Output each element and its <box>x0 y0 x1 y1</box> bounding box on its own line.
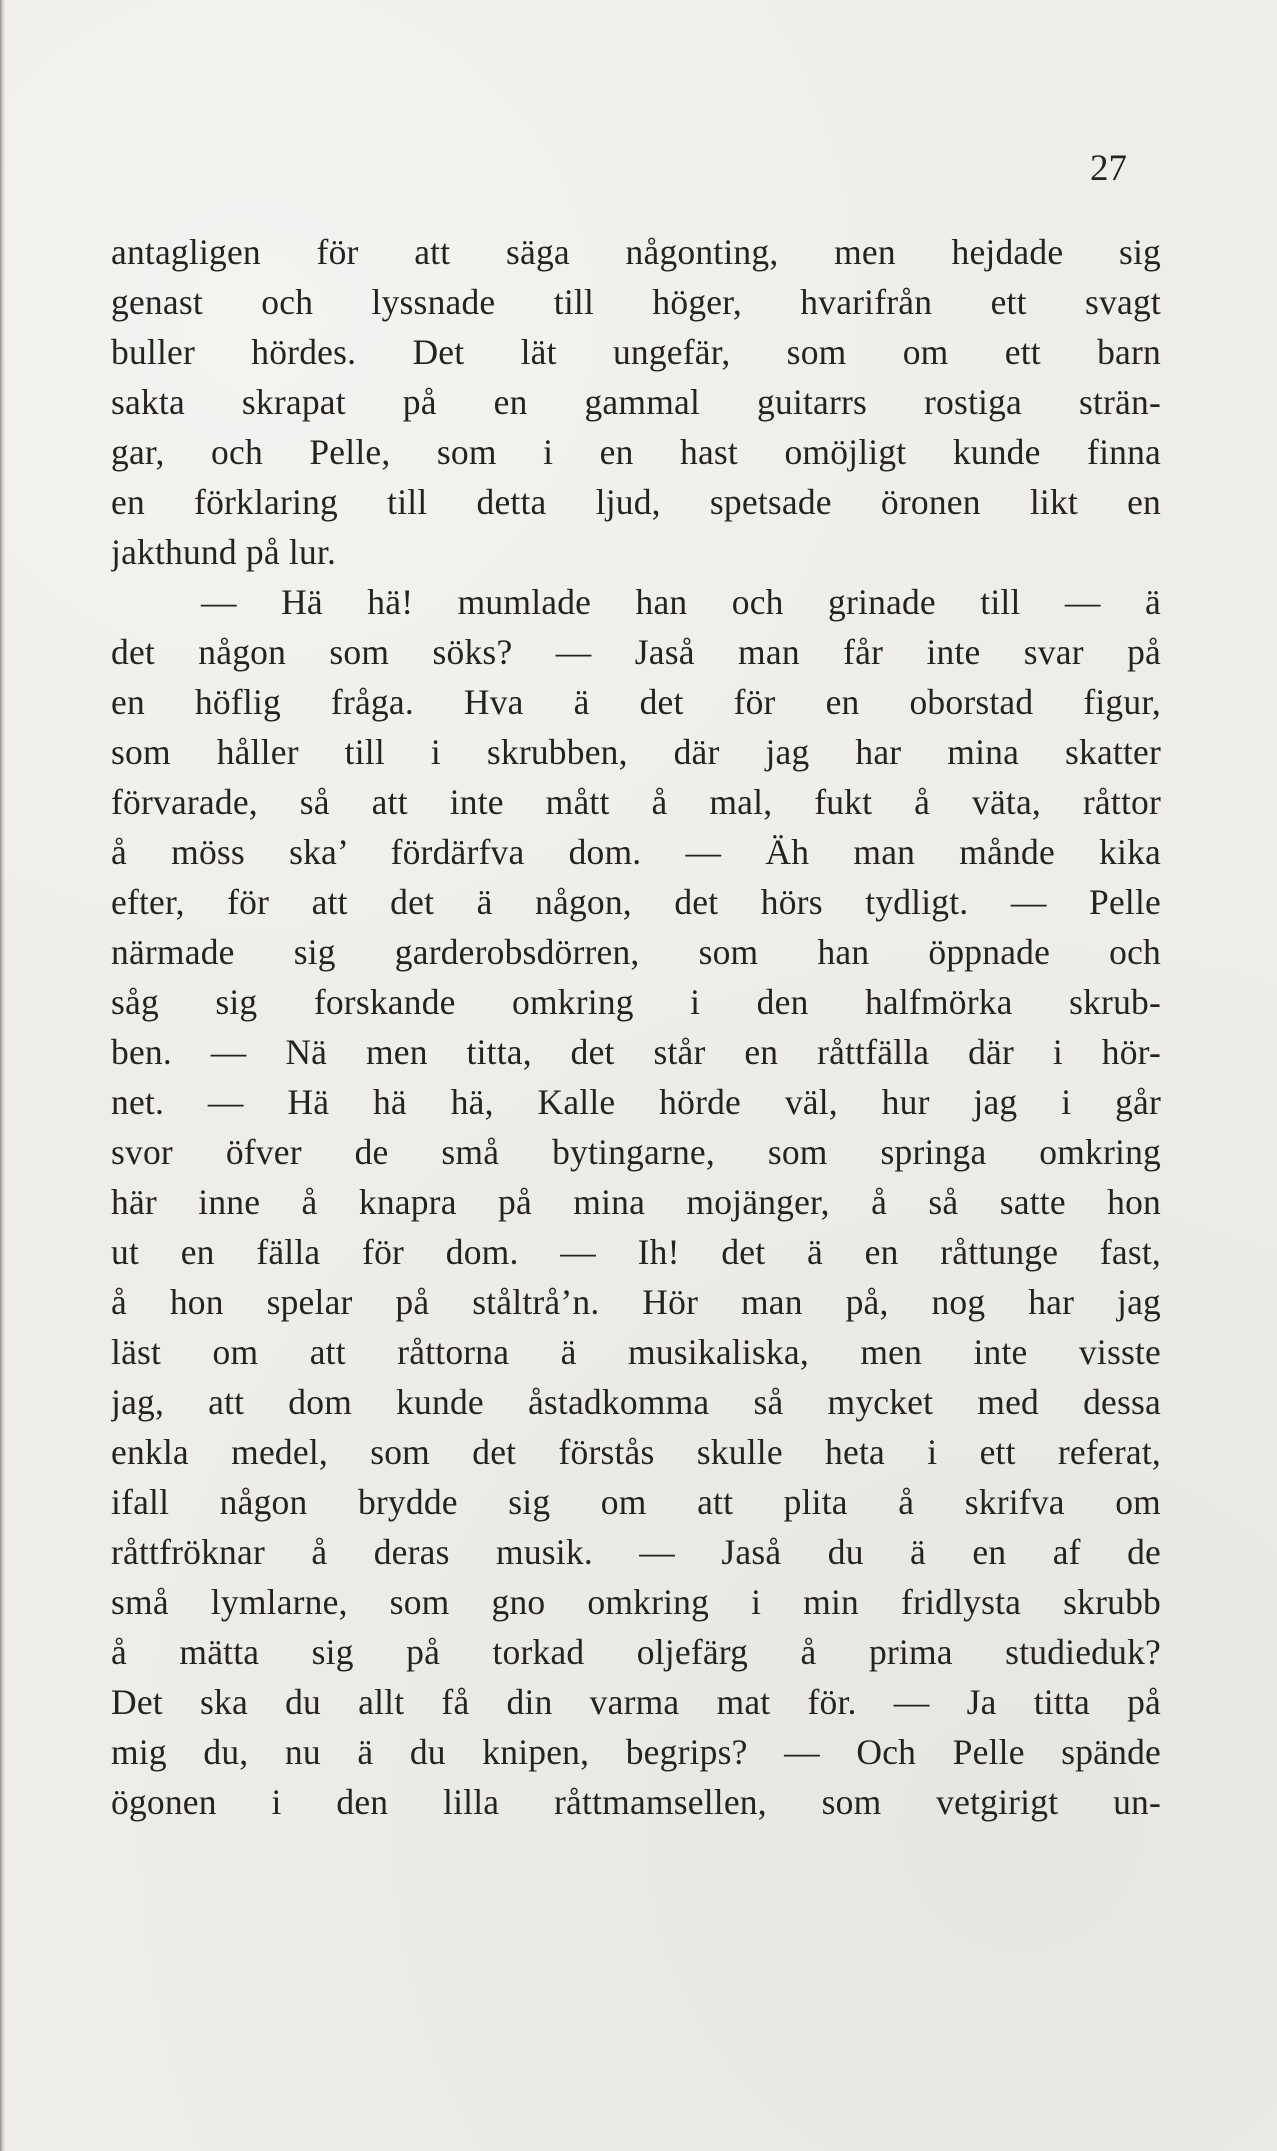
text-line: genast och lyssnade till höger, hvarifrån ett svagt <box>111 282 1161 322</box>
text-line: ifall någon brydde sig om att plita å skrifva om <box>111 1482 1161 1522</box>
text-line: å hon spelar på ståltrå’n. Hör man på, nog har jag <box>111 1282 1161 1322</box>
text-line: jag, att dom kunde åstadkomma så mycket med dessa <box>111 1382 1161 1422</box>
text-line: små lymlarne, som gno omkring i min fridlysta skrubb <box>111 1582 1161 1622</box>
text-line: net. — Hä hä hä, Kalle hörde väl, hur jag i går <box>111 1082 1161 1122</box>
text-line: förvarade, så att inte mått å mal, fukt å väta, råttor <box>111 782 1161 822</box>
text-line: en höflig fråga. Hva ä det för en oborstad figur, <box>111 682 1161 722</box>
text-line: — Hä hä! mumlade han och grinade till — ä <box>201 582 1161 622</box>
text-line: här inne å knapra på mina mojänger, å så satte hon <box>111 1182 1161 1222</box>
text-line: ben. — Nä men titta, det står en råttfälla där i hör- <box>111 1032 1161 1072</box>
page-edge-shadow <box>0 0 6 2151</box>
text-line: råttfröknar å deras musik. — Jaså du ä en af de <box>111 1532 1161 1572</box>
text-line: å möss ska’ fördärfva dom. — Äh man månde kika <box>111 832 1161 872</box>
text-line: mig du, nu ä du knipen, begrips? — Och Pelle spände <box>111 1732 1161 1772</box>
text-line: en förklaring till detta ljud, spetsade öronen likt en <box>111 482 1161 522</box>
text-line: det någon som söks? — Jaså man får inte svar på <box>111 632 1161 672</box>
text-line: å mätta sig på torkad oljefärg å prima studieduk? <box>111 1632 1161 1672</box>
text-line: svor öfver de små bytingarne, som springa omkring <box>111 1132 1161 1172</box>
text-line: ut en fälla för dom. — Ih! det ä en råttunge fast, <box>111 1232 1161 1272</box>
text-line: antagligen för att säga någonting, men hejdade sig <box>111 232 1161 272</box>
text-line: ögonen i den lilla råttmamsellen, som vetgirigt un- <box>111 1782 1161 1822</box>
text-line: Det ska du allt få din varma mat för. — Ja titta på <box>111 1682 1161 1722</box>
page-number: 27 <box>1090 148 1127 189</box>
text-line: läst om att råttorna ä musikaliska, men inte visste <box>111 1332 1161 1372</box>
text-line: enkla medel, som det förstås skulle heta i ett referat, <box>111 1432 1161 1472</box>
text-line: såg sig forskande omkring i den halfmörka skrub- <box>111 982 1161 1022</box>
text-line: efter, för att det ä någon, det hörs tydligt. — Pelle <box>111 882 1161 922</box>
text-line: jakthund på lur. <box>111 532 337 572</box>
text-line: sakta skrapat på en gammal guitarrs rostiga strän- <box>111 382 1161 422</box>
text-line: buller hördes. Det lät ungefär, som om ett barn <box>111 332 1161 372</box>
body-text <box>111 227 1161 1827</box>
text-line: gar, och Pelle, som i en hast omöjligt kunde finna <box>111 432 1161 472</box>
text-line: som håller till i skrubben, där jag har mina skatter <box>111 732 1161 772</box>
text-line: närmade sig garderobsdörren, som han öppnade och <box>111 932 1161 972</box>
